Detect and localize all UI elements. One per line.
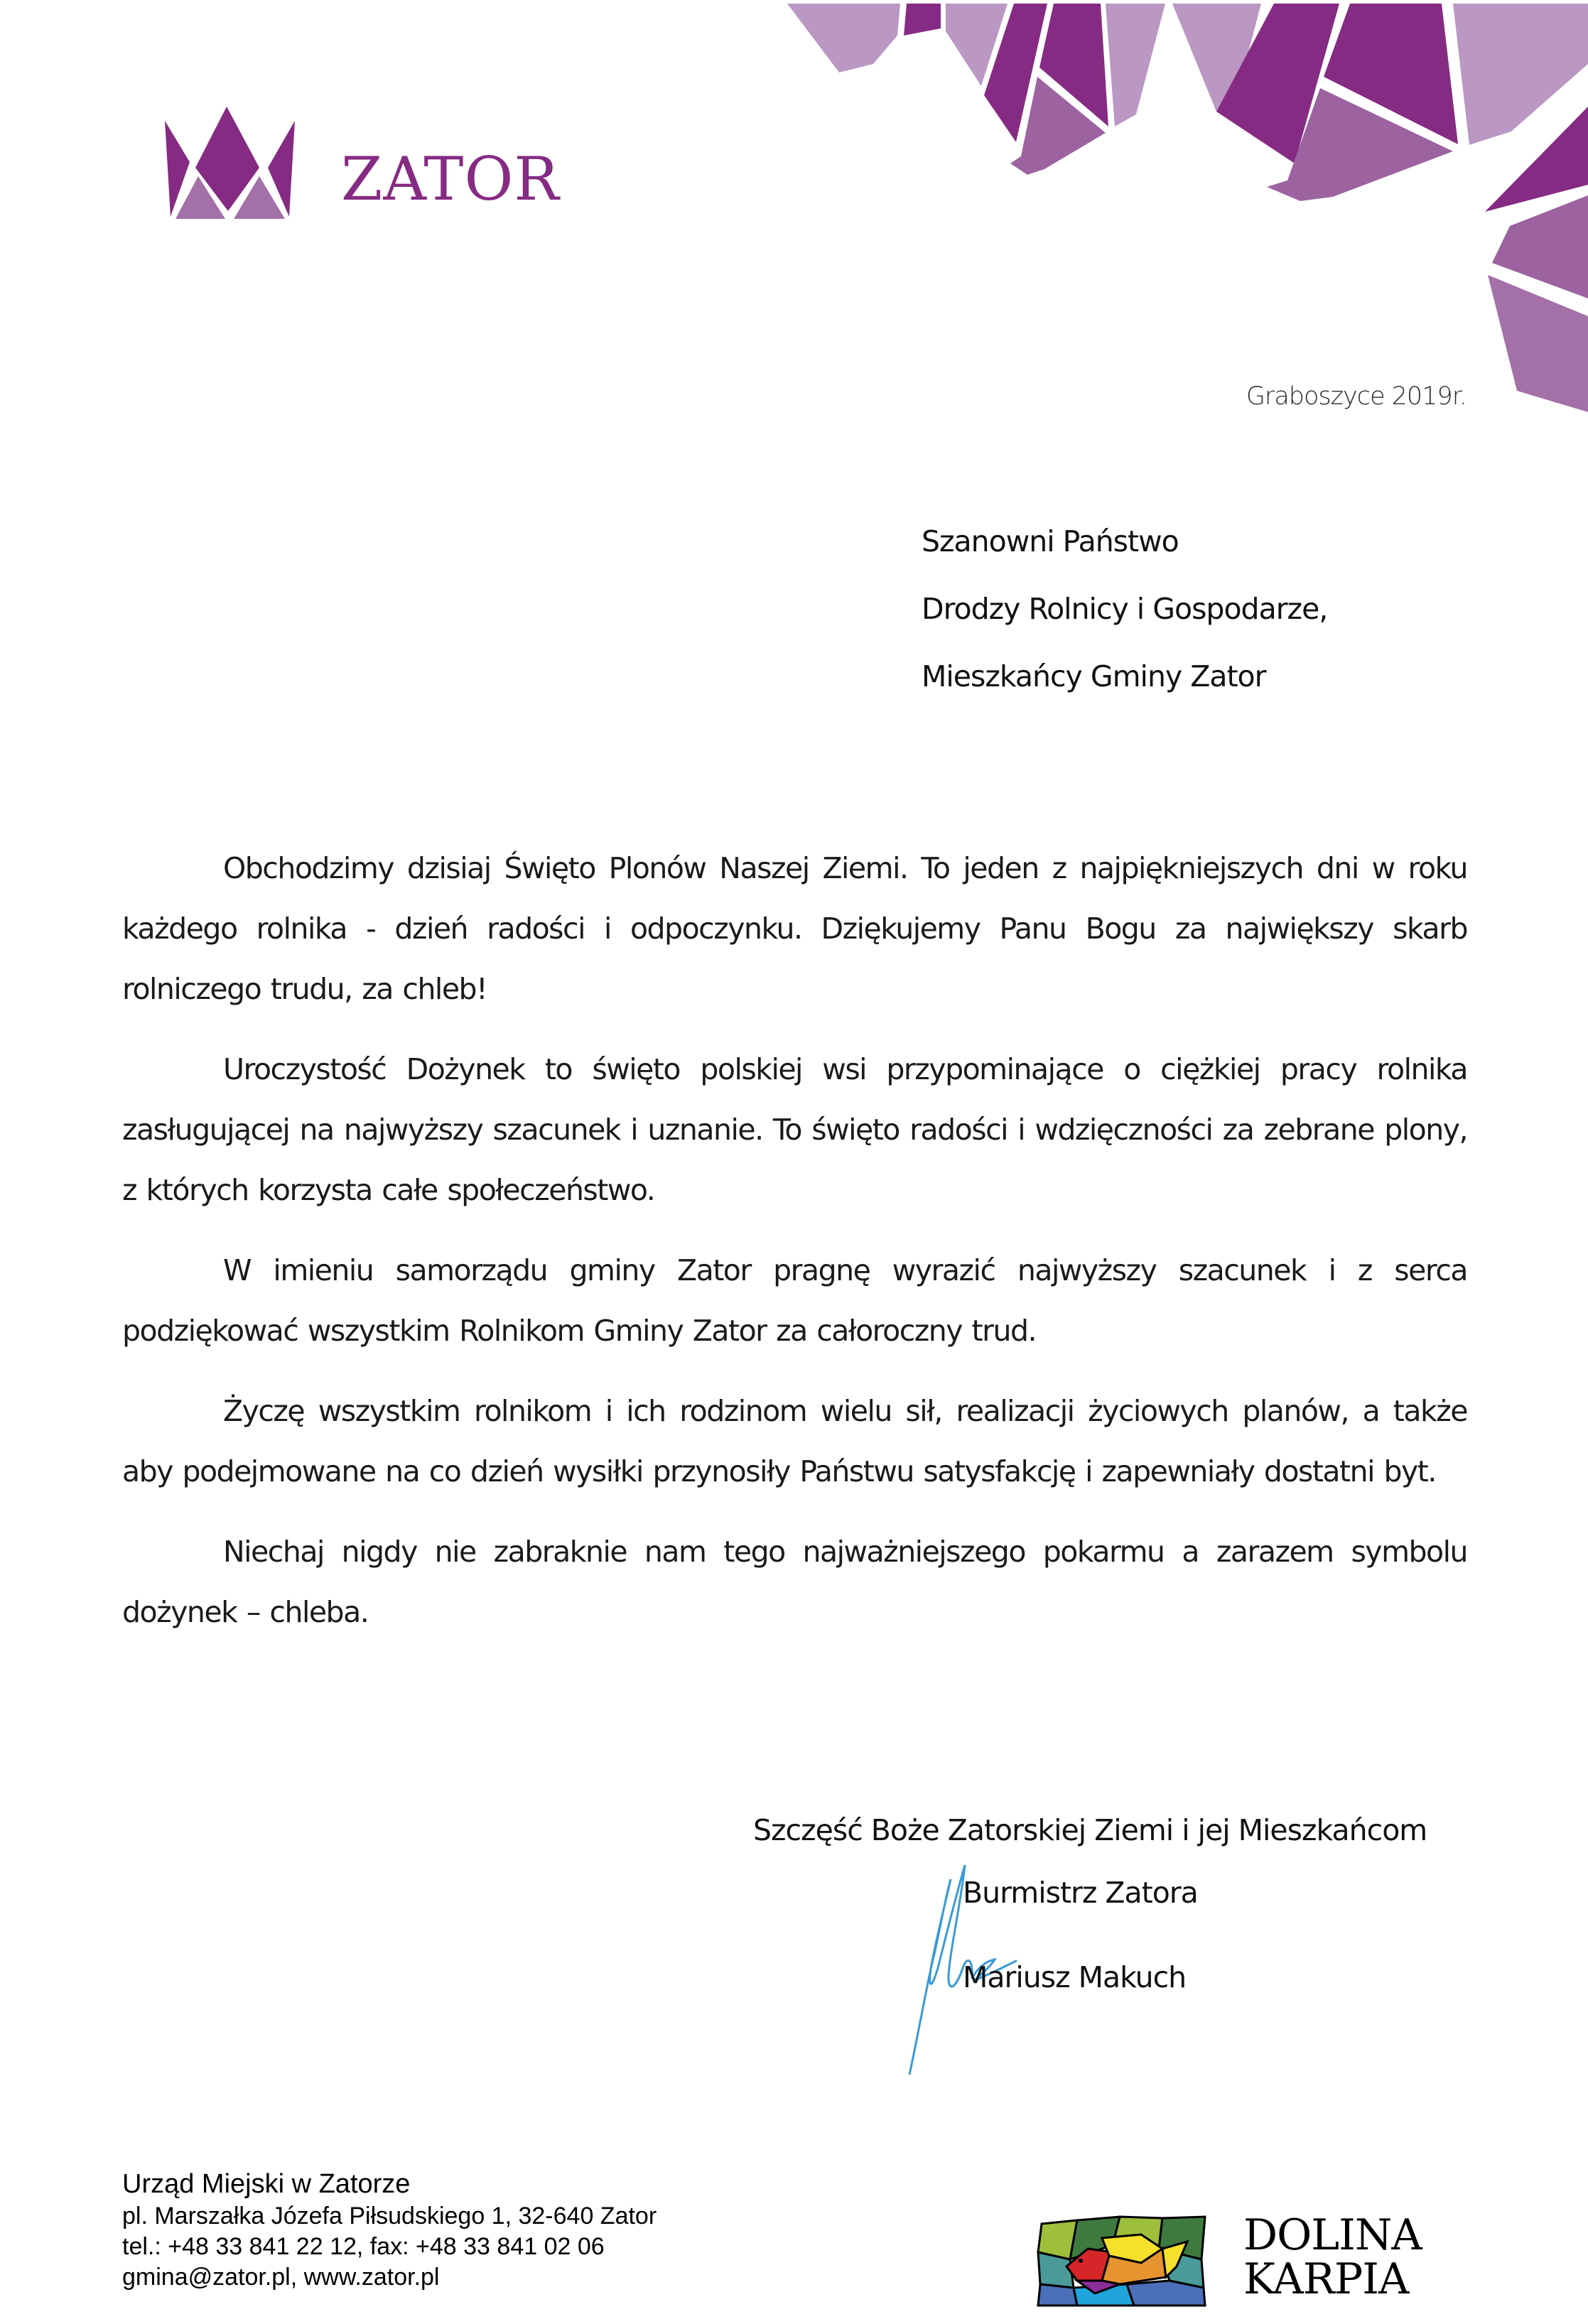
partner-logo-line2: KARPIA [1243,2254,1409,2304]
body-paragraph: Obchodzimy dzisiaj Święto Plonów Naszej Ziemi. To jeden z najpiękniejszych dni w roku każdego rolnika - dzień radości i odpoczynku. Dziękujemy Panu Bogu za największy skarb rolniczego trudu, za chleb! [122,851,1467,1006]
dolina-karpia-logo [1243,2210,1422,2304]
footer-address: pl. Marszałka Józefa Piłsudskiego 1, 32-640 Zator [122,2203,657,2230]
signatory-title: Burmistrz Zatora [963,1876,1198,1910]
greeting-line: Szanowni Państwo [922,524,1179,558]
body-paragraph: Życzę wszystkim rolnikom i ich rodzinom wielu sił, realizacji życiowych planów, a także aby podejmowane na co dzień wysiłki przynosiły Państwu satysfakcję i zapewniały dostatni byt. [122,1394,1467,1488]
footer-web: gmina@zator.pl, www.zator.pl [122,2264,440,2291]
deco-shape [904,4,941,36]
partner-logo-line1: DOLINA [1243,2210,1422,2260]
zator-logo [160,107,558,227]
signatory-name: Mariusz Makuch [963,1960,1187,1994]
greeting-line: Mieszkańcy Gminy Zator [922,659,1266,693]
carp-mosaic-icon [1035,2210,1212,2309]
letter-date: Graboszyce 2019r. [1246,382,1467,411]
footer-contact [122,2167,657,2293]
closing-blessing: Szczęść Boże Zatorskiej Ziemi i jej Mieszkańcom [753,1813,1427,1847]
greeting-line: Drodzy Rolnicy i Gospodarze, [922,592,1328,626]
footer-office: Urząd Miejski w Zatorze [122,2169,411,2199]
deco-shape [1488,275,1588,412]
logo-text: ZATOR [341,144,560,214]
body-paragraph: W imieniu samorządu gminy Zator pragnę wyrazić najwyższy szacunek i z serca podziękować wszystkim Rolnikom Gminy Zator za całoroczny trud. [122,1253,1467,1348]
body-paragraph: Niechaj nigdy nie zabraknie nam tego najważniejszego pokarmu a zarazem symbolu dożynek – chleba. [122,1535,1467,1629]
letter-body [122,838,1467,1663]
deco-shape [1106,4,1165,126]
deco-shape [1453,4,1588,145]
body-paragraph: Uroczystość Dożynek to święto polskiej wsi przypominające o ciężkiej pracy rolnika zasługującej na najwyższy szacunek i uznanie. To święto radości i wdzięczności za zebrane plony, z których korzysta całe społeczeństwo. [122,1052,1467,1207]
deco-shape [787,4,900,72]
footer-phone: tel.: +48 33 841 22 12, fax: +48 33 841 02 06 [122,2233,605,2260]
greeting-block [922,508,1327,710]
crown-icon [160,107,302,227]
